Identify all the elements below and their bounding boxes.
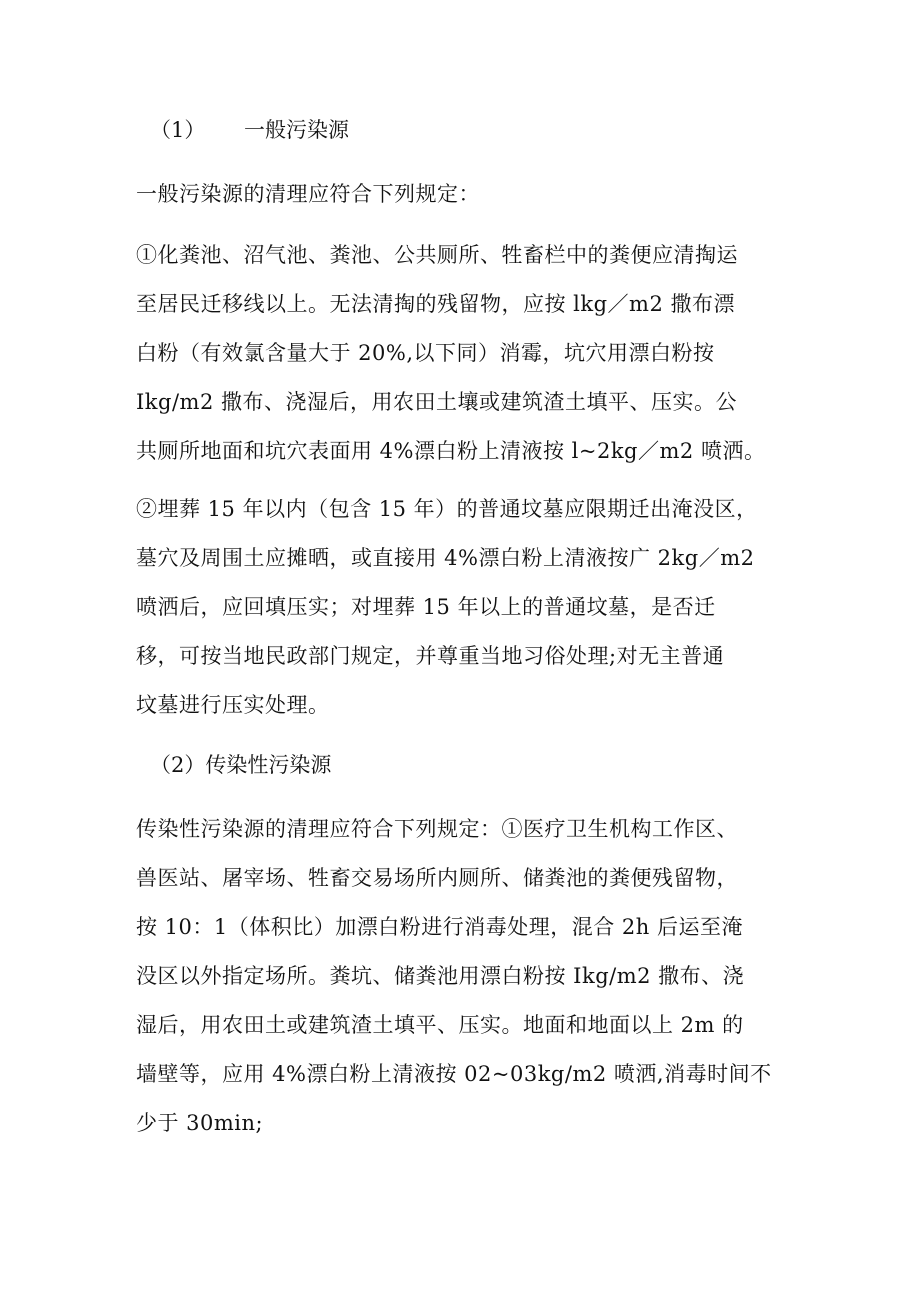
section2-title: （2）传染性污染源 xyxy=(150,753,332,777)
item2-line-3: 喷洒后，应回填压实；对埋葬 15 年以上的普通坟墓，是否迁 xyxy=(136,595,716,619)
item1-line-3: 白粉（有效氯含量大于 20%,以下同）消霉，坑穴用漂白粉按 xyxy=(136,341,715,365)
item2-line-4: 移，可按当地民政部门规定，并尊重当地习俗处理;对无主普通 xyxy=(136,644,725,668)
body2-line-6: 墙壁等，应用 4%漂白粉上清液按 02~03kg/m2 喷洒,消毒时间不 xyxy=(136,1062,772,1086)
body2-line-5: 湿后，用农田土或建筑渣土填平、压实。地面和地面以上 2m 的 xyxy=(136,1013,744,1037)
item1-line-2: 至居民迁移线以上。无法清掏的残留物，应按 lkg／m2 撒布漂 xyxy=(136,292,736,316)
item1-line-1: ①化粪池、沼气池、粪池、公共厕所、牲畜栏中的粪便应清掏运 xyxy=(136,243,738,267)
item1-line-5: 共厕所地面和坑穴表面用 4%漂白粉上清液按 l~2kg／m2 喷洒。 xyxy=(136,439,766,463)
body2-line-7: 少于 30min; xyxy=(136,1111,264,1135)
item2-line-5: 坟墓进行压实处理。 xyxy=(136,693,330,717)
section1-title: 一般污染源 xyxy=(244,118,349,142)
item2-line-2: 墓穴及周围土应摊晒，或直接用 4%漂白粉上清液按广 2kg／m2 xyxy=(136,546,755,570)
item1-line-4: Ikg/m2 撒布、浇湿后，用农田土壤或建筑渣土填平、压实。公 xyxy=(136,390,737,414)
item2-line-1: ②埋葬 15 年以内（包含 15 年）的普通坟墓应限期迁出淹没区， xyxy=(136,497,758,521)
body2-line-2: 兽医站、屠宰场、牲畜交易场所内厕所、储粪池的粪便残留物， xyxy=(136,866,738,890)
body2-line-3: 按 10：1（体积比）加漂白粉进行消毒处理，混合 2h 后运至淹 xyxy=(136,915,743,939)
body2-line-1: 传染性污染源的清理应符合下列规定：①医疗卫生机构工作区、 xyxy=(136,817,738,841)
intro1-paragraph: 一般污染源的清理应符合下列规定： xyxy=(136,182,480,206)
body2-line-4: 没区以外指定场所。粪坑、储粪池用漂白粉按 Ikg/m2 撒布、浇 xyxy=(136,964,745,988)
section1-number: （1） xyxy=(150,118,206,142)
